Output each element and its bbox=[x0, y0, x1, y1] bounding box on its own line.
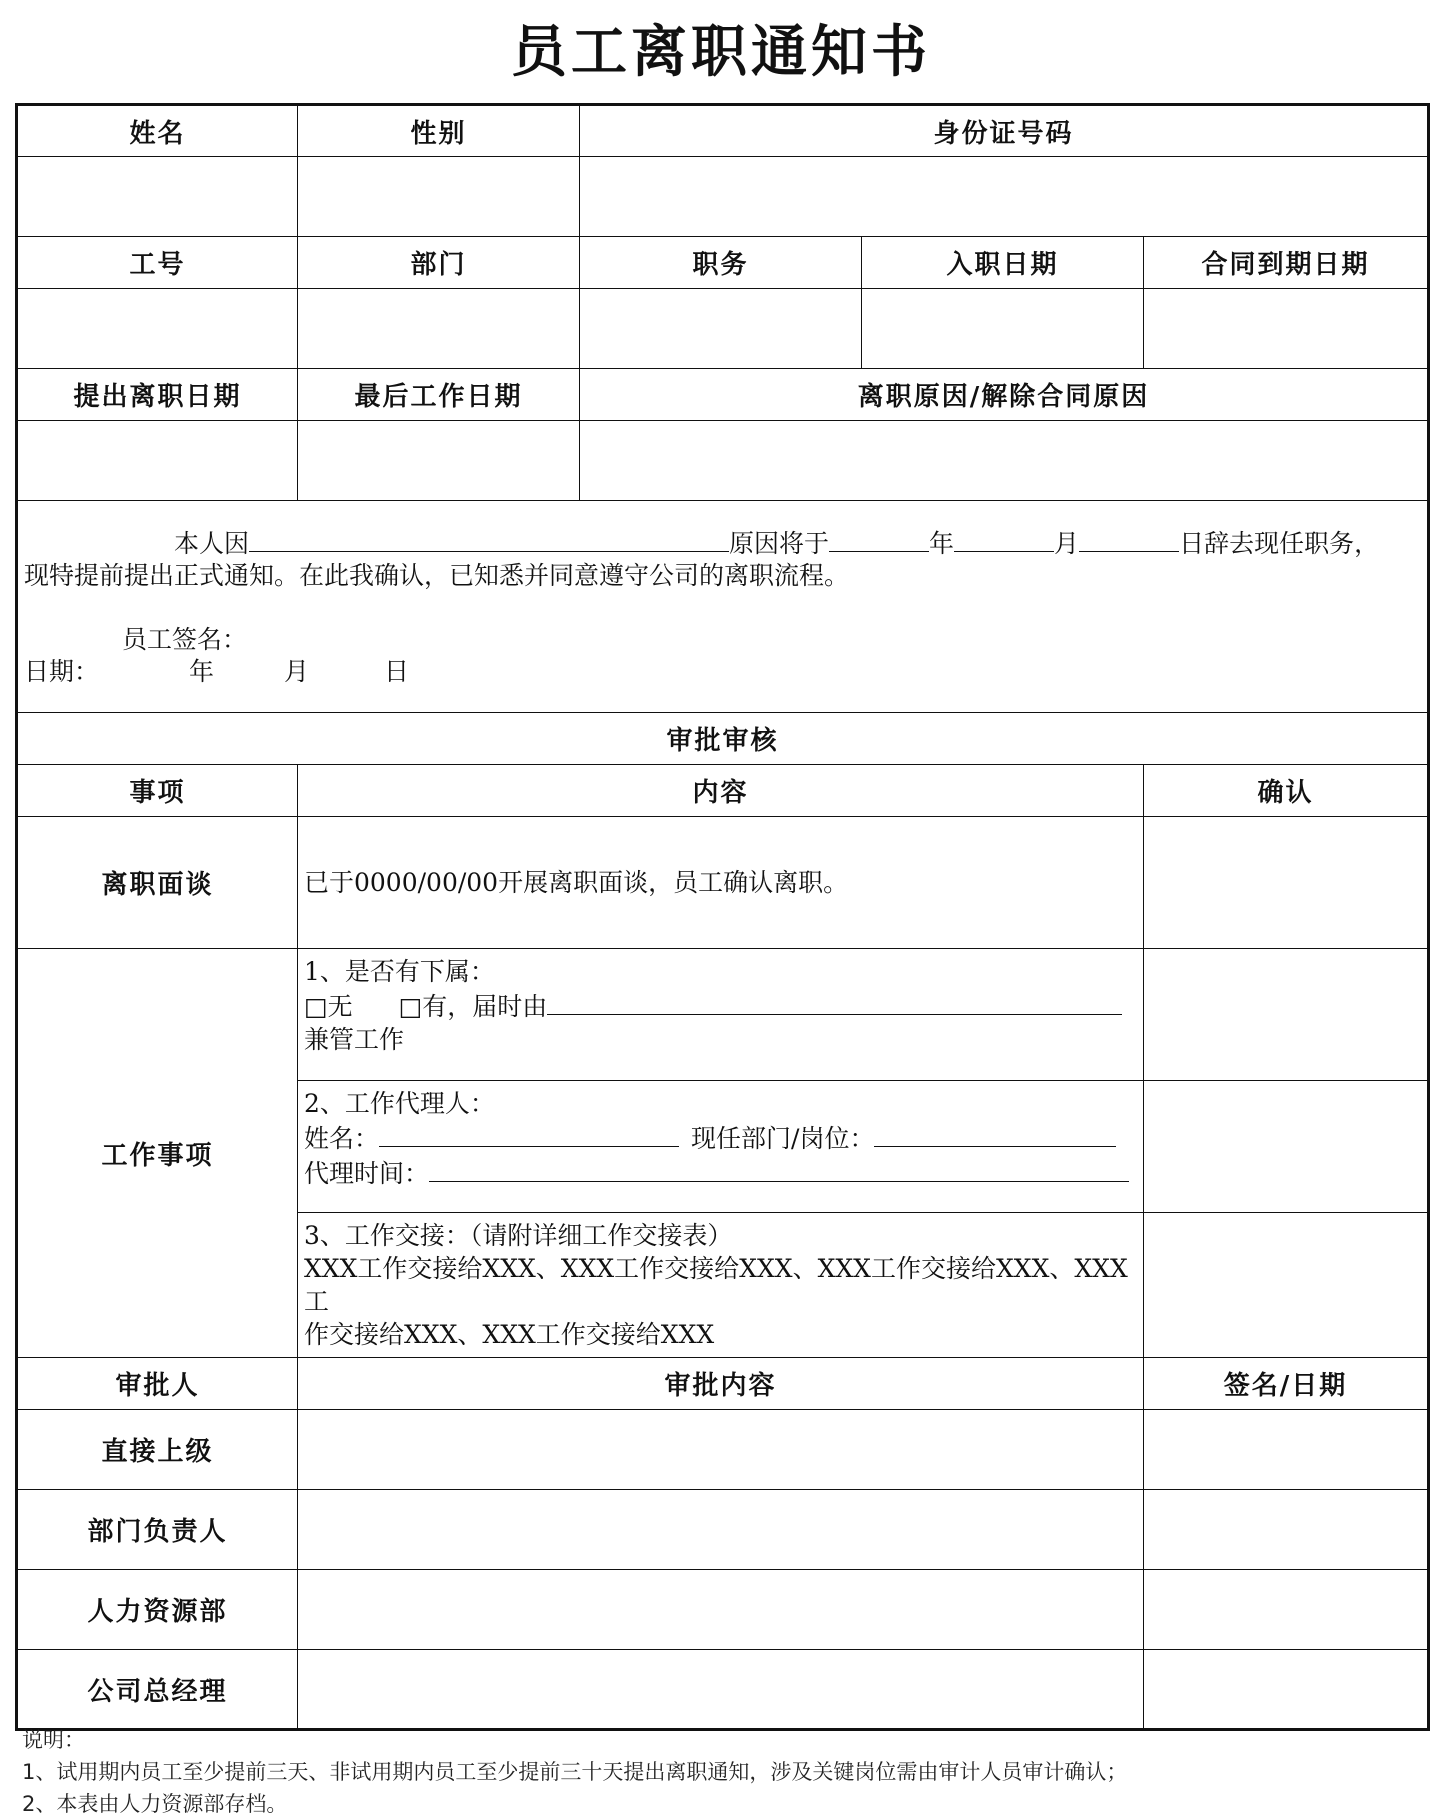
header-content: 内容 bbox=[298, 765, 1144, 817]
header-name: 姓名 bbox=[17, 105, 298, 157]
gender-field[interactable] bbox=[298, 157, 580, 237]
header-employee-id: 工号 bbox=[17, 237, 298, 289]
department-head-sign-field[interactable] bbox=[1144, 1490, 1429, 1570]
interview-confirm-field[interactable] bbox=[1144, 817, 1429, 949]
declaration-line-2: 现特提前提出正式通知。在此我确认，已知悉并同意遵守公司的离职流程。 bbox=[24, 561, 850, 590]
general-manager-sign-field[interactable] bbox=[1144, 1650, 1429, 1730]
approver-direct-supervisor: 直接上级 bbox=[17, 1410, 298, 1490]
day-blank[interactable] bbox=[1079, 525, 1179, 552]
employee-id-field[interactable] bbox=[17, 289, 298, 369]
handover-confirm-field[interactable] bbox=[1144, 1213, 1429, 1358]
agent-name-blank[interactable] bbox=[379, 1120, 679, 1147]
last-work-date-field[interactable] bbox=[298, 421, 580, 501]
note-2: 2、本表由人力资源部存档。 bbox=[22, 1792, 288, 1816]
header-hire-date: 入职日期 bbox=[862, 237, 1144, 289]
agent-dept-blank[interactable] bbox=[874, 1120, 1116, 1147]
interview-label: 离职面谈 bbox=[17, 817, 298, 949]
approver-general-manager: 公司总经理 bbox=[17, 1650, 298, 1730]
work-items-label: 工作事项 bbox=[17, 949, 298, 1358]
handover-block: 3、工作交接：（请附详细工作交接表） XXX工作交接给XXX、XXX工作交接给XXX、XXX工作交接给XXX、XXX工 作交接给XXX、XXX工作交接给XXX bbox=[298, 1213, 1144, 1358]
no-checkbox[interactable]: □无 bbox=[304, 992, 353, 1021]
approval-section-title: 审批审核 bbox=[17, 713, 1429, 765]
id-number-field[interactable] bbox=[580, 157, 1429, 237]
header-confirm: 确认 bbox=[1144, 765, 1429, 817]
header-approval-content: 审批内容 bbox=[298, 1358, 1144, 1410]
note-1: 1、试用期内员工至少提前三天、非试用期内员工至少提前三十天提出离职通知，涉及关键岗位需由审计人员审计确认； bbox=[22, 1760, 1128, 1784]
notes bbox=[22, 1724, 1127, 1820]
signature-line: 员工签名： bbox=[122, 625, 248, 654]
name-field[interactable] bbox=[17, 157, 298, 237]
approver-department-head: 部门负责人 bbox=[17, 1490, 298, 1570]
agent-confirm-field[interactable] bbox=[1144, 1081, 1429, 1213]
declaration-line-1: 本人因 原因将于 年 月 日辞去现任职务， bbox=[24, 525, 1421, 560]
resignation-form bbox=[15, 103, 1430, 1731]
hr-sign-field[interactable] bbox=[1144, 1570, 1429, 1650]
header-reason: 离职原因/解除合同原因 bbox=[580, 369, 1429, 421]
year-blank[interactable] bbox=[829, 525, 929, 552]
yes-checkbox[interactable]: □有，届时由 bbox=[398, 992, 548, 1021]
contract-end-field[interactable] bbox=[1144, 289, 1429, 369]
header-approver: 审批人 bbox=[17, 1358, 298, 1410]
direct-supervisor-content-field[interactable] bbox=[298, 1410, 1144, 1490]
department-field[interactable] bbox=[298, 289, 580, 369]
subordinates-confirm-field[interactable] bbox=[1144, 949, 1429, 1081]
header-department: 部门 bbox=[298, 237, 580, 289]
header-contract-end: 合同到期日期 bbox=[1144, 237, 1429, 289]
header-position: 职务 bbox=[580, 237, 862, 289]
header-item: 事项 bbox=[17, 765, 298, 817]
direct-supervisor-sign-field[interactable] bbox=[1144, 1410, 1429, 1490]
position-field[interactable] bbox=[580, 289, 862, 369]
hr-content-field[interactable] bbox=[298, 1570, 1144, 1650]
declaration-block bbox=[17, 501, 1429, 713]
date-line: 日期： 年 月 日 bbox=[24, 657, 410, 686]
approver-hr: 人力资源部 bbox=[17, 1570, 298, 1650]
header-resign-submit-date: 提出离职日期 bbox=[17, 369, 298, 421]
month-blank[interactable] bbox=[954, 525, 1054, 552]
header-last-work-date: 最后工作日期 bbox=[298, 369, 580, 421]
header-sign-date: 签名/日期 bbox=[1144, 1358, 1429, 1410]
resign-submit-date-field[interactable] bbox=[17, 421, 298, 501]
concurrent-manager-blank[interactable] bbox=[547, 988, 1122, 1015]
agent-block: 2、工作代理人： 姓名： 现任部门/岗位： 代理时间： bbox=[298, 1081, 1144, 1213]
notes-heading: 说明： bbox=[22, 1728, 85, 1752]
subordinates-block: 1、是否有下属： □无 □有，届时由 兼管工作 bbox=[298, 949, 1144, 1081]
header-gender: 性别 bbox=[298, 105, 580, 157]
agent-time-blank[interactable] bbox=[429, 1155, 1129, 1182]
interview-content: 已于0000/00/00开展离职面谈，员工确认离职。 bbox=[298, 817, 1144, 949]
general-manager-content-field[interactable] bbox=[298, 1650, 1144, 1730]
reason-blank[interactable] bbox=[249, 525, 729, 552]
department-head-content-field[interactable] bbox=[298, 1490, 1144, 1570]
hire-date-field[interactable] bbox=[862, 289, 1144, 369]
header-id-number: 身份证号码 bbox=[580, 105, 1429, 157]
document-title: 员工离职通知书 bbox=[511, 19, 931, 85]
reason-field[interactable] bbox=[580, 421, 1429, 501]
